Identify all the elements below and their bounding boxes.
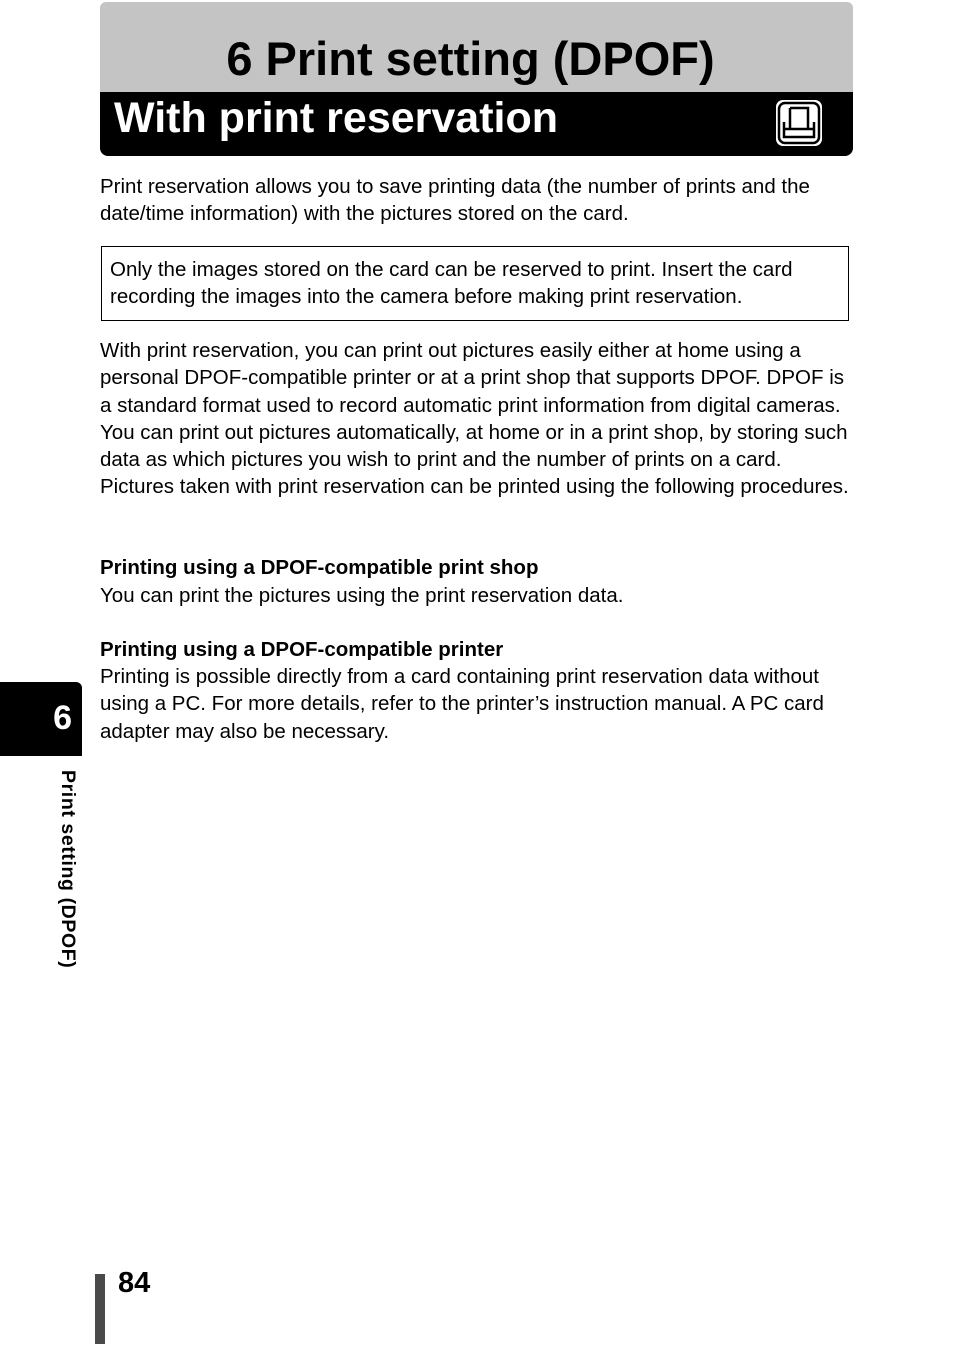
note-line-1: Only the images stored on the card can be reserved to print. Insert the card [110, 258, 793, 281]
side-chapter-label: Print setting (DPOF) [57, 770, 79, 969]
chapter-header [100, 2, 853, 92]
printer-text: Printing is possible directly from a card containing print reservation data without using a PC. For more details, refer to the printer’s instruction manual. A PC card adapter may also be necessary. [100, 665, 824, 743]
note-text [110, 256, 855, 311]
section-title-bar [100, 92, 853, 156]
chapter-tab [0, 682, 82, 756]
page-number-bar [95, 1274, 105, 1344]
section-title: With print reservation [114, 94, 559, 142]
note-box [101, 246, 849, 321]
printer-heading: Printing using a DPOF-compatible printer [100, 638, 504, 661]
page-number: 84 [118, 1267, 151, 1299]
intro-paragraph: Print reservation allows you to save printing data (the number of prints and the date/time information) with the pictures stored on the card. [100, 175, 810, 226]
print-shop-heading: Printing using a DPOF-compatible print shop [100, 556, 539, 579]
chapter-title: 6 Print setting (DPOF) [226, 32, 715, 85]
note-line-2: recording the images into the camera before making print reservation. [110, 285, 743, 309]
print-shop-text: You can print the pictures using the print reservation data. [100, 584, 624, 607]
body-paragraph: With print reservation, you can print out pictures easily either at home using a personal DPOF-compatible printer or at a print shop that supports DPOF. DPOF is a standard format used to record automatic print information from digital cameras. You can print out pictures automatically, at home or in a print shop, by storing such data as which pictures you wish to print and the number of prints on a card. Pictures taken with print reservation can be printed using the following procedures. [100, 339, 849, 499]
print-reservation-icon [776, 100, 822, 146]
chapter-tab-number: 6 [53, 699, 72, 737]
